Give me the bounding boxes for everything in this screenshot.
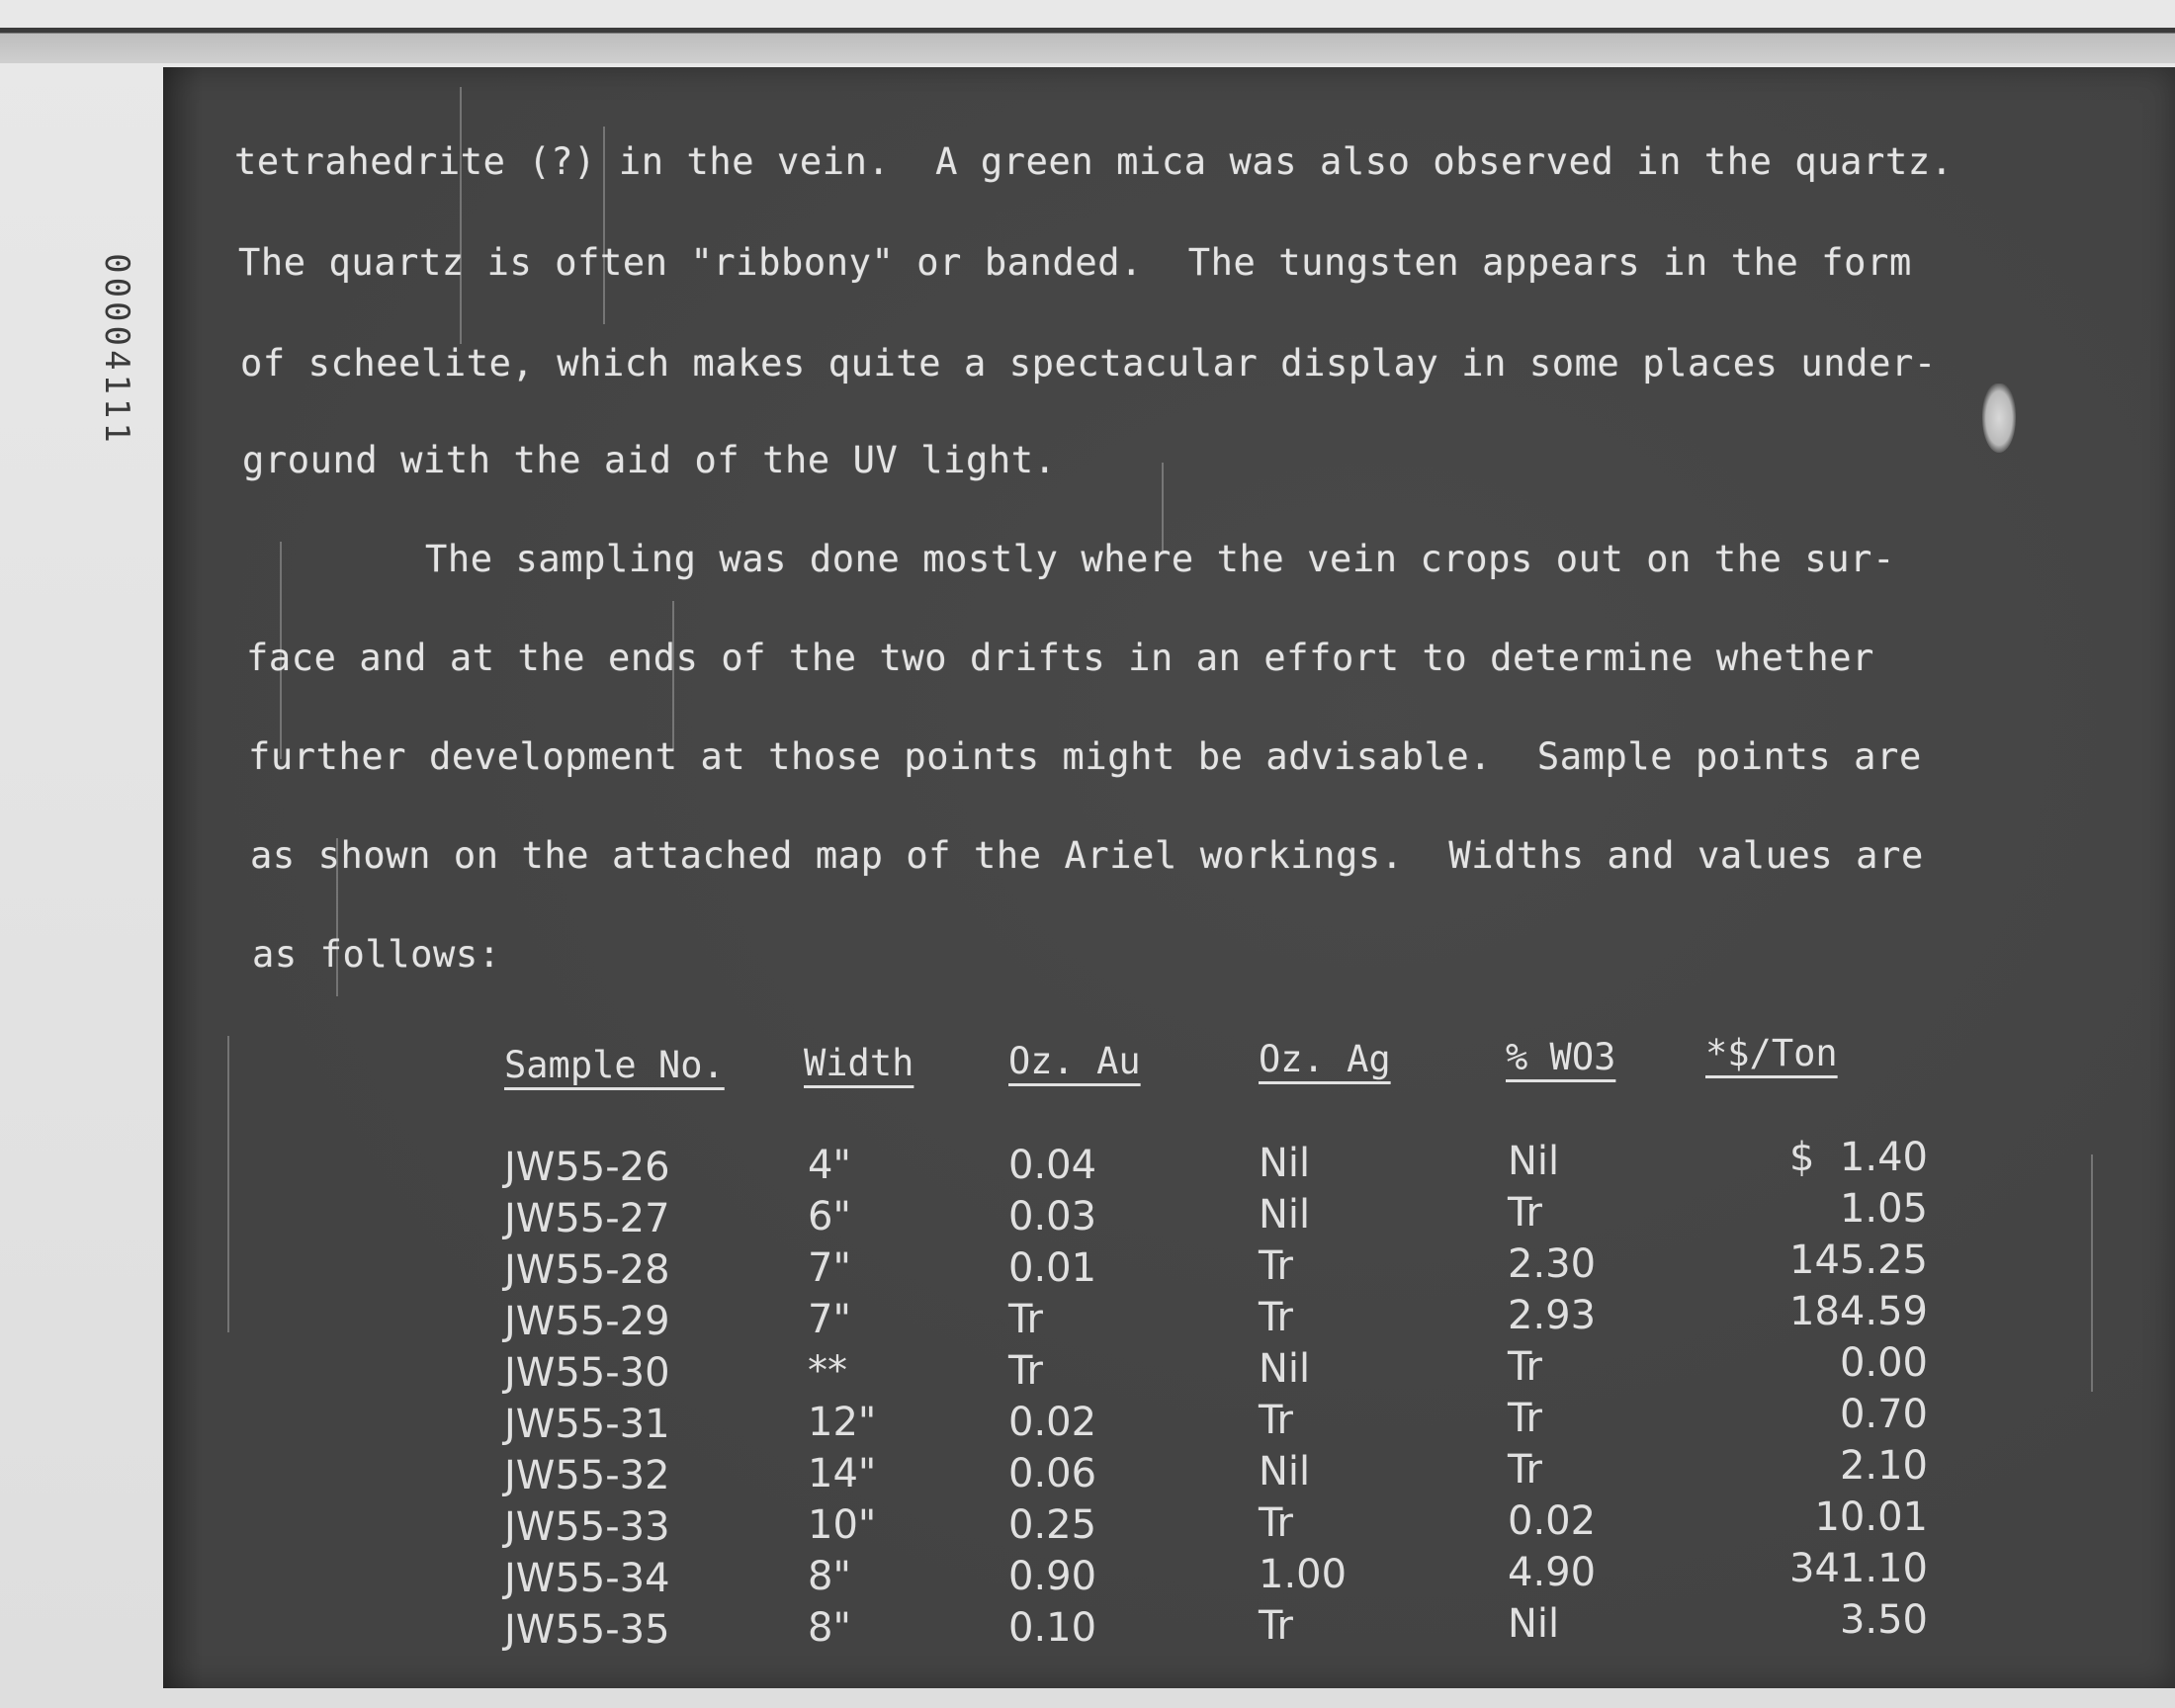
cell-sample-no: JW55-32 (504, 1453, 670, 1498)
cell-wo3: 4.90 (1508, 1550, 1597, 1595)
cell-wo3: 0.02 (1508, 1498, 1597, 1544)
cell-dollar-per-ton: 341.10 (1789, 1546, 1928, 1591)
cell-dollar-per-ton: 3.50 (1839, 1597, 1928, 1643)
cell-width: 7" (808, 1245, 851, 1291)
frame-number-text: 00004111 (97, 253, 137, 447)
cell-wo3: Tr (1508, 1396, 1542, 1441)
cell-oz-au: 0.02 (1008, 1400, 1097, 1445)
cell-width: 12" (808, 1400, 877, 1445)
cell-sample-no: JW55-33 (504, 1504, 670, 1550)
cell-oz-au: 0.03 (1008, 1194, 1097, 1239)
cell-oz-au: 0.01 (1008, 1245, 1097, 1291)
cell-wo3: 2.93 (1508, 1293, 1597, 1338)
cell-dollar-per-ton: 10.01 (1814, 1494, 1928, 1540)
cell-oz-ag: Tr (1259, 1500, 1293, 1546)
cell-oz-au: 0.10 (1008, 1605, 1097, 1651)
cell-wo3: 2.30 (1508, 1241, 1597, 1287)
cell-width: 8" (808, 1605, 851, 1651)
cell-oz-ag: Nil (1259, 1346, 1311, 1392)
paragraph-line-8: as shown on the attached map of the Ariel workings. Widths and values are (250, 834, 1924, 877)
paragraph-line-7: further development at those points might be advisable. Sample points are (248, 735, 1922, 778)
film-frame-edge (0, 28, 2175, 63)
header-width: Width (804, 1042, 914, 1084)
document-negative (163, 67, 2175, 1688)
cell-width: 10" (808, 1502, 877, 1548)
cell-sample-no: JW55-35 (504, 1607, 670, 1653)
cell-width: 8" (808, 1554, 851, 1599)
cell-oz-ag: Tr (1259, 1398, 1293, 1443)
cell-sample-no: JW55-31 (504, 1402, 670, 1447)
cell-wo3: Tr (1508, 1190, 1542, 1236)
cell-sample-no: JW55-29 (504, 1299, 670, 1344)
header-dollar-per-ton: *$/Ton (1705, 1032, 1838, 1074)
cell-dollar-per-ton: 0.00 (1839, 1340, 1928, 1386)
header-oz-ag: Oz. Ag (1259, 1038, 1391, 1080)
cell-width: ** (808, 1348, 847, 1394)
cell-oz-au: 0.06 (1008, 1451, 1097, 1496)
microfilm-frame-number (87, 241, 146, 459)
cell-oz-au: Tr (1008, 1297, 1043, 1342)
cell-wo3: Nil (1508, 1601, 1560, 1647)
cell-dollar-per-ton: $ 1.40 (1789, 1135, 1928, 1180)
header-wo3: % WO3 (1506, 1036, 1616, 1078)
paragraph-line-6: face and at the ends of the two drifts in an effort to determine whether (246, 637, 1875, 679)
cell-oz-ag: Tr (1259, 1295, 1293, 1340)
cell-oz-au: 0.90 (1008, 1554, 1097, 1599)
cell-oz-au: 0.25 (1008, 1502, 1097, 1548)
cell-width: 4" (808, 1143, 851, 1188)
paragraph-line-1: tetrahedrite (?) in the vein. A green mica was also observed in the quartz. (234, 140, 1954, 183)
cell-oz-ag: Tr (1259, 1603, 1293, 1649)
cell-oz-ag: Nil (1259, 1192, 1311, 1238)
cell-dollar-per-ton: 145.25 (1789, 1238, 1928, 1283)
paragraph-line-4: ground with the aid of the UV light. (242, 439, 1057, 481)
cell-oz-au: 0.04 (1008, 1143, 1097, 1188)
paragraph-line-2: The quartz is often "ribbony" or banded. The tungsten appears in the form (238, 241, 1912, 284)
cell-sample-no: JW55-34 (504, 1556, 670, 1601)
paragraph-line-3: of scheelite, which makes quite a spectacular display in some places under- (240, 342, 1937, 384)
cell-sample-no: JW55-28 (504, 1247, 670, 1293)
cell-oz-au: Tr (1008, 1348, 1043, 1394)
cell-wo3: Nil (1508, 1139, 1560, 1184)
header-oz-au: Oz. Au (1008, 1040, 1141, 1082)
cell-oz-ag: Nil (1259, 1449, 1311, 1494)
header-sample-no: Sample No. (504, 1044, 725, 1086)
cell-oz-ag: Tr (1259, 1243, 1293, 1289)
cell-dollar-per-ton: 2.10 (1839, 1443, 1928, 1489)
cell-dollar-per-ton: 1.05 (1839, 1186, 1928, 1232)
cell-oz-ag: Nil (1259, 1141, 1311, 1186)
cell-wo3: Tr (1508, 1447, 1542, 1493)
cell-sample-no: JW55-26 (504, 1145, 670, 1190)
paragraph-line-5: The sampling was done mostly where the vein crops out on the sur- (244, 538, 1895, 580)
cell-sample-no: JW55-27 (504, 1196, 670, 1241)
sample-results-table (163, 67, 2175, 1688)
cell-dollar-per-ton: 0.70 (1839, 1392, 1928, 1437)
cell-wo3: Tr (1508, 1344, 1542, 1390)
cell-width: 14" (808, 1451, 877, 1496)
paragraph-line-9: as follows: (252, 933, 501, 976)
cell-width: 6" (808, 1194, 851, 1239)
cell-width: 7" (808, 1297, 851, 1342)
cell-oz-ag: 1.00 (1259, 1552, 1348, 1597)
cell-sample-no: JW55-30 (504, 1350, 670, 1396)
cell-dollar-per-ton: 184.59 (1789, 1289, 1928, 1334)
